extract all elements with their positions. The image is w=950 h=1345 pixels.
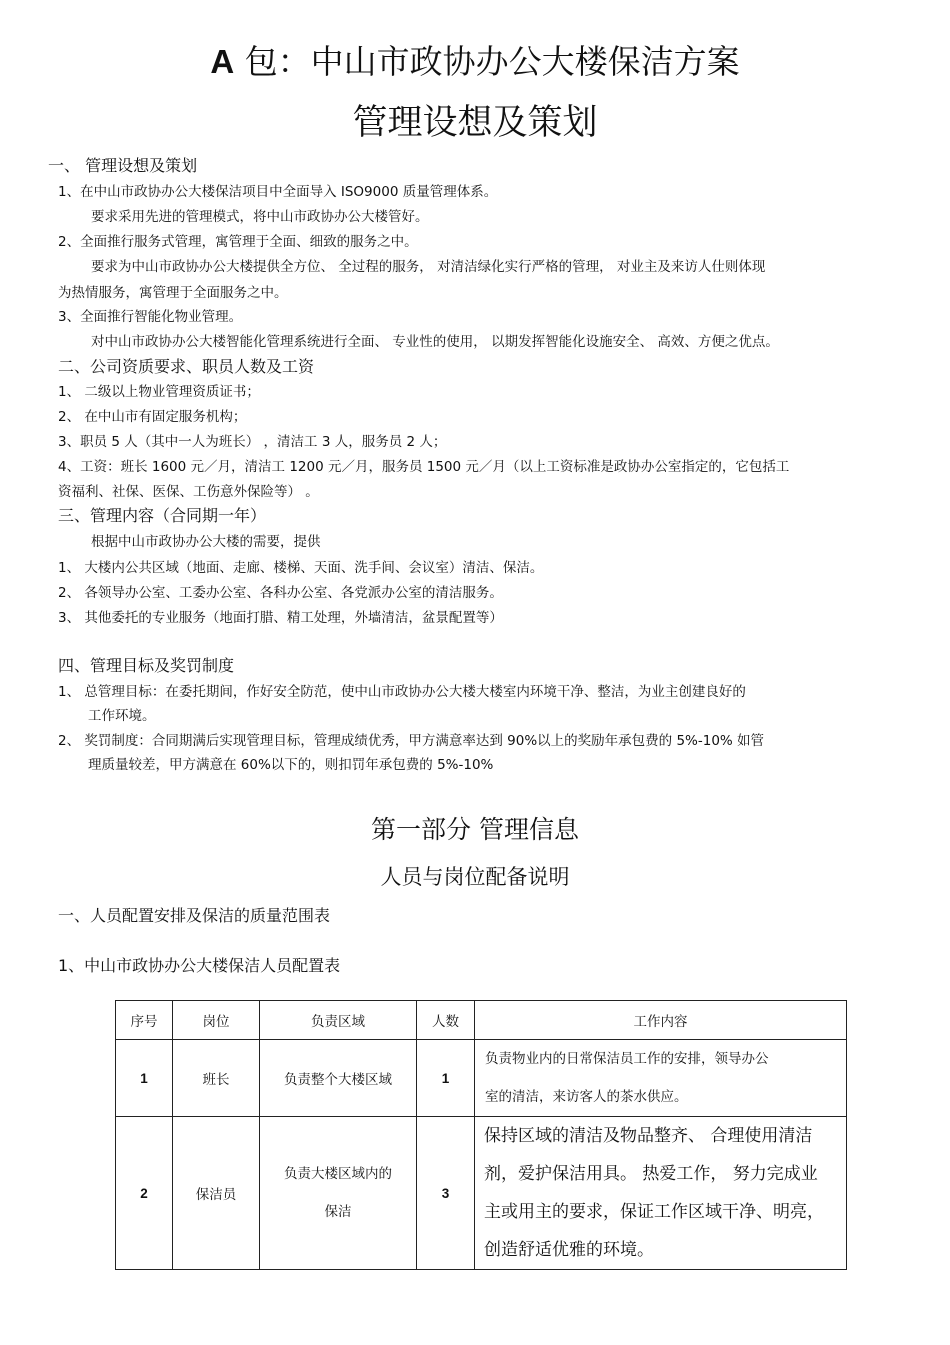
table-row	[116, 1117, 847, 1270]
table-header-cell: 工作内容	[475, 1001, 847, 1040]
table-cell-content	[475, 1117, 847, 1270]
section4-line: 理质量较差，甲方满意在 60%以下的，则扣罚年承包费的 5%-10%	[88, 757, 494, 773]
section1-line: 要求为中山市政协办公大楼提供全方位、 全过程的服务， 对清洁绿化实行严格的管理， 对业主及来访人仕则体现	[91, 259, 766, 275]
section3-line: 根据中山市政协办公大楼的需要，提供	[91, 534, 321, 550]
title-main: 包：中山市政协办公大楼保洁方案	[234, 42, 740, 81]
document-subtitle: 管理设想及策划	[352, 103, 598, 143]
area-line: 保洁	[324, 1204, 352, 1220]
section2-line: 资福利、社保、医保、工伤意外保险等） 。	[58, 484, 319, 500]
section3-heading: 三、管理内容（合同期一年）	[58, 506, 267, 525]
section1-heading: 一、 管理设想及策划	[48, 156, 198, 175]
section4-line: 工作环境。	[88, 708, 156, 724]
table-cell-count: 1	[417, 1040, 475, 1117]
content-line: 负责物业内的日常保洁员工作的安排，领导办公	[485, 1051, 769, 1067]
section3-line: 3、 其他委托的专业服务（地面打腊、精工处理，外墙清洁，盆景配置等）	[58, 610, 503, 626]
table-cell-area: 负责整个大楼区域	[260, 1040, 417, 1117]
table-header-row	[116, 1001, 847, 1040]
section2-line: 2、 在中山市有固定服务机构；	[58, 409, 247, 425]
content-line: 主或用主的要求，保证工作区域干净、明亮，	[484, 1202, 824, 1222]
table-cell-area	[260, 1117, 417, 1270]
content-line: 创造舒适优雅的环境。	[484, 1240, 654, 1260]
section1-line: 对中山市政协办公大楼智能化管理系统进行全面、 专业性的使用， 以期发挥智能化设施安全、 高效、方便之优点。	[91, 334, 779, 350]
table-cell-content	[475, 1040, 847, 1117]
section3-line: 1、 大楼内公共区域（地面、走廊、楼梯、天面、洗手间、会议室）清洁、保洁。	[58, 560, 544, 576]
table-cell-no: 2	[116, 1117, 173, 1270]
staff-table	[115, 1000, 847, 1270]
title-prefix: A	[210, 43, 235, 80]
table-cell-no: 1	[116, 1040, 173, 1117]
content-line: 保持区域的清洁及物品整齐、 合理使用清洁	[484, 1126, 813, 1146]
section2-line: 3、职员 5 人（其中一人为班长） ，清洁工 3 人，服务员 2 人；	[58, 434, 447, 450]
table-title: 1、中山市政协办公大楼保洁人员配置表	[58, 956, 341, 975]
table-cell-count: 3	[417, 1117, 475, 1270]
section3-line: 2、 各领导办公室、工委办公室、各科办公室、各党派办公室的清洁服务。	[58, 585, 503, 601]
area-line: 负责大楼区域内的	[284, 1166, 392, 1182]
section1-line: 3、全面推行智能化物业管理。	[58, 309, 243, 325]
table-header-cell: 岗位	[173, 1001, 260, 1040]
section1-line: 为热情服务，寓管理于全面服务之中。	[58, 285, 288, 301]
table-header-cell: 负责区域	[260, 1001, 417, 1040]
content-line: 室的清洁，来访客人的茶水供应。	[485, 1089, 688, 1105]
section4-line: 1、 总管理目标：在委托期间，作好安全防范，使中山市政协办公大楼大楼室内环境干净、整洁，为业主创建良好的	[58, 684, 746, 700]
section1-line: 2、全面推行服务式管理，寓管理于全面、细致的服务之中。	[58, 234, 418, 250]
part1-heading: 一、人员配置安排及保洁的质量范围表	[58, 906, 331, 925]
section1-line: 要求采用先进的管理模式，将中山市政协办公大楼管好。	[91, 209, 429, 225]
document-title	[0, 36, 950, 83]
table-header-cell: 人数	[417, 1001, 475, 1040]
section4-line: 2、 奖罚制度：合同期满后实现管理目标，管理成绩优秀，甲方满意率达到 90%以上的奖励年承包费的 5%-10% 如管	[58, 733, 765, 749]
section2-heading: 二、公司资质要求、职员人数及工资	[58, 357, 315, 376]
part1-title: 第一部分 管理信息	[371, 815, 579, 844]
section2-line: 4、工资：班长 1600 元／月，清洁工 1200 元／月，服务员 1500 元／月（以上工资标准是政协办公室指定的，它包括工	[58, 459, 790, 475]
section4-heading: 四、管理目标及奖罚制度	[58, 656, 235, 675]
table-cell-post: 班长	[173, 1040, 260, 1117]
table-cell-post: 保洁员	[173, 1117, 260, 1270]
section2-line: 1、 二级以上物业管理资质证书；	[58, 384, 260, 400]
section1-line: 1、在中山市政协办公大楼保洁项目中全面导入 ISO9000 质量管理体系。	[58, 184, 498, 200]
part1-subtitle: 人员与岗位配备说明	[380, 865, 570, 889]
table-header-cell: 序号	[116, 1001, 173, 1040]
table-row	[116, 1040, 847, 1117]
content-line: 剂，爱护保洁用具。 热爱工作， 努力完成业	[484, 1164, 818, 1184]
